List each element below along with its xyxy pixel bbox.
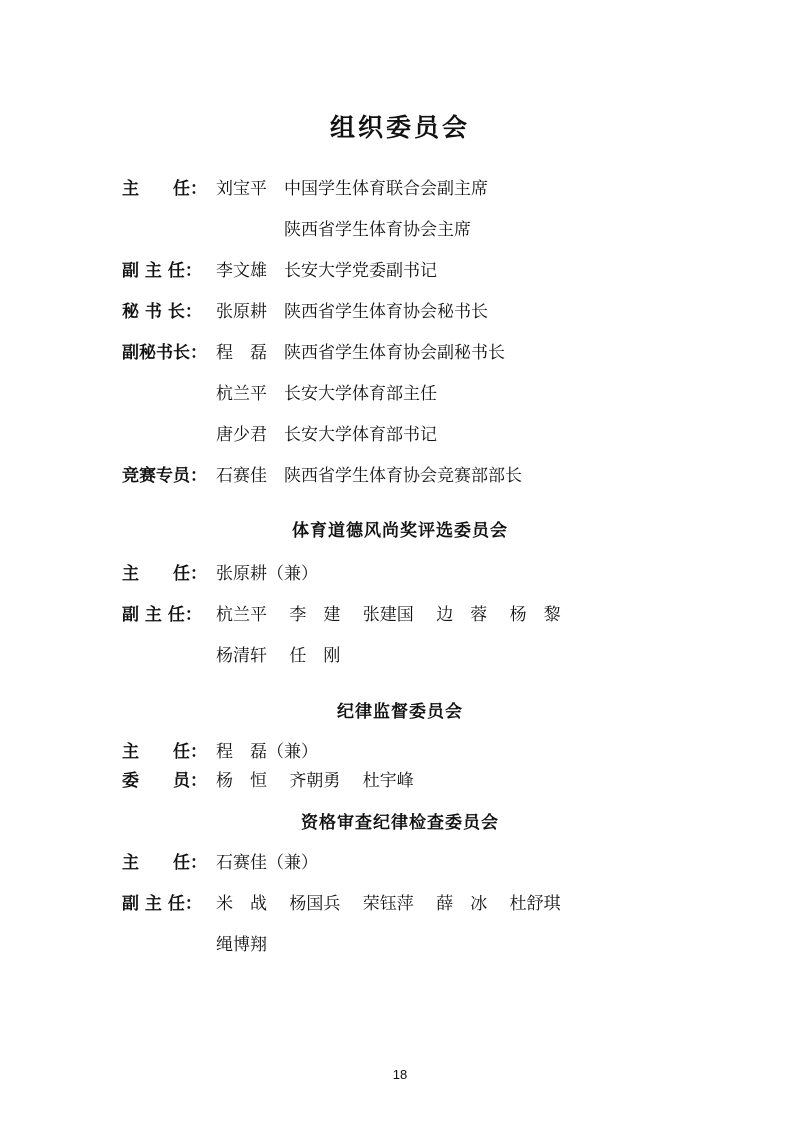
org-deputy-secretary-line-2: 杭兰平 长安大学体育部主任 [216, 384, 437, 404]
qualification-chair-label: 主 任： [122, 853, 207, 873]
org-secretary-general-label: 秘 书 长： [122, 302, 202, 322]
org-chair-label: 主 任： [122, 179, 207, 199]
discipline-chair-line-1: 程 磊（兼） [216, 742, 318, 762]
discipline-members-label: 委 员： [122, 771, 207, 791]
ethics-vice-chair-line-2: 杨清轩 任 刚 [216, 646, 341, 666]
page-number: 18 [392, 1067, 408, 1082]
qualification-chair-line-1: 石赛佳（兼） [216, 853, 318, 873]
qualification-committee-title: 资格审查纪律检查委员会 [301, 813, 499, 833]
ethics-vice-chair-line-1: 杭兰平 李 建 张建国 边 蓉 杨 黎 [216, 605, 561, 625]
org-deputy-secretary-line-1: 程 磊 陕西省学生体育协会副秘书长 [216, 343, 505, 363]
qualification-vice-chair-line-2: 绳博翔 [216, 935, 267, 955]
discipline-members-line-1: 杨 恒 齐朝勇 杜宇峰 [216, 771, 414, 791]
page-title: 组织委员会 [329, 113, 470, 142]
org-vice-chair-label: 副 主 任： [122, 261, 202, 281]
org-secretary-general-line-1: 张原耕 陕西省学生体育协会秘书长 [216, 302, 488, 322]
qualification-vice-chair-line-1: 米 战 杨国兵 荣钰萍 薛 冰 杜舒琪 [216, 894, 561, 914]
ethics-chair-line-1: 张原耕（兼） [216, 564, 318, 584]
discipline-chair-label: 主 任： [122, 742, 207, 762]
discipline-committee-title: 纪律监督委员会 [337, 702, 463, 722]
org-deputy-secretary-label: 副秘书长： [122, 343, 207, 363]
org-deputy-secretary-line-3: 唐少君 长安大学体育部书记 [216, 425, 437, 445]
org-chair-line-1: 刘宝平 中国学生体育联合会副主席 [216, 179, 488, 199]
ethics-chair-label: 主 任： [122, 564, 207, 584]
ethics-vice-chair-label: 副 主 任： [122, 605, 202, 625]
org-vice-chair-line-1: 李文雄 长安大学党委副书记 [216, 261, 437, 281]
org-chair-line-2: 陕西省学生体育协会主席 [216, 220, 471, 240]
qualification-vice-chair-label: 副 主 任： [122, 894, 202, 914]
org-competition-officer-line-1: 石赛佳 陕西省学生体育协会竞赛部部长 [216, 466, 522, 486]
org-competition-officer-label: 竞赛专员： [122, 466, 207, 486]
ethics-committee-title: 体育道德风尚奖评选委员会 [292, 521, 508, 541]
